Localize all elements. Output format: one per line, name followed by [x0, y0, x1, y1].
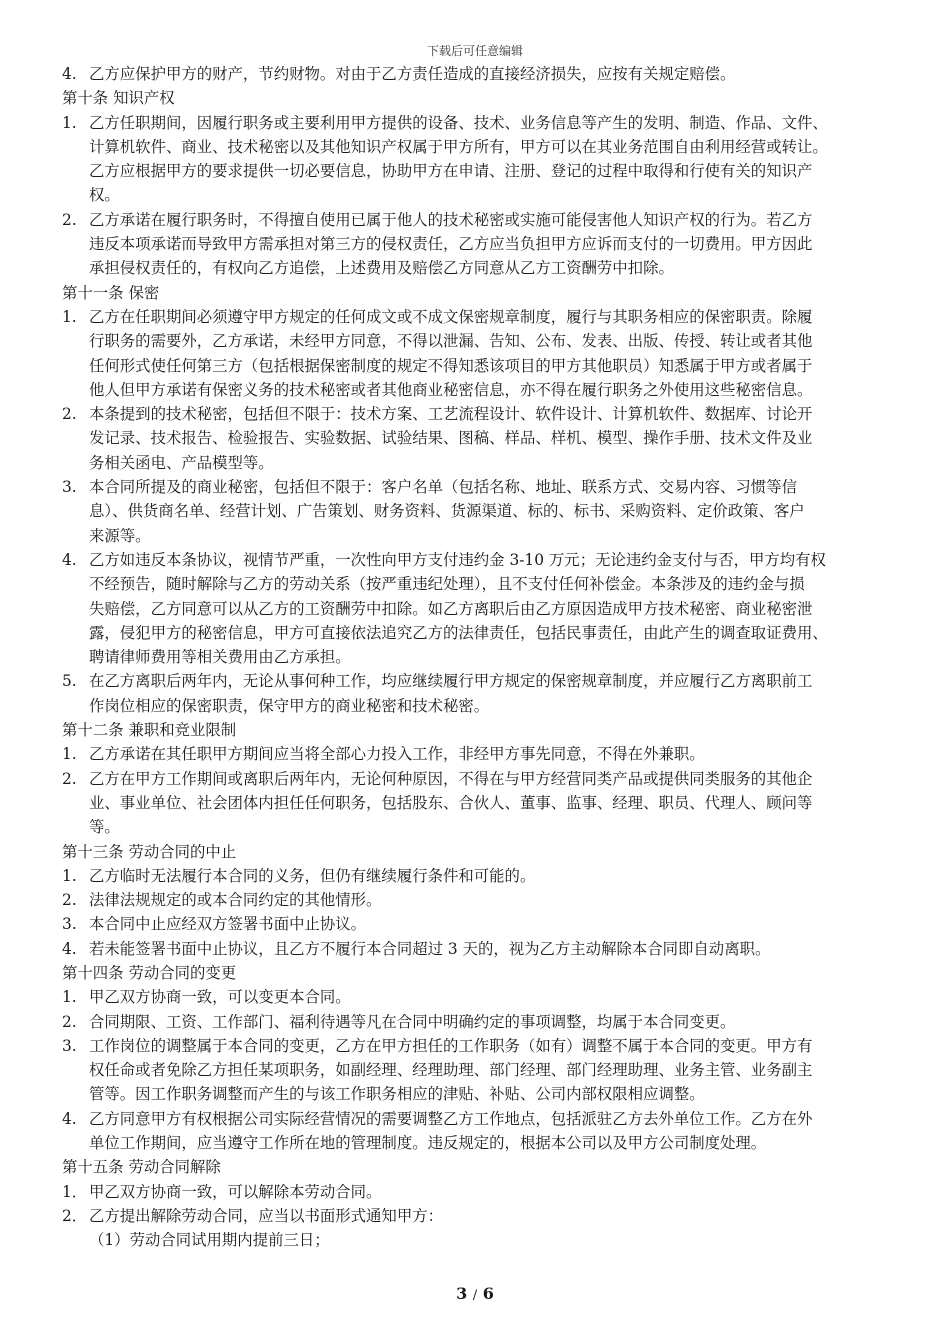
list-number: 4.: [62, 550, 77, 569]
section-heading: 第十条 知识产权: [62, 89, 175, 108]
list-item-continuation: 他人但甲方承诺有保密义务的技术秘密或者其他商业秘密信息，亦不得在履行职务之外使用这些秘密信息。: [89, 380, 813, 399]
list-item-continuation: 发记录、技术报告、检验报告、实验数据、试验结果、图稿、样品、样机、模型、操作手册、技术文件及业: [89, 429, 813, 448]
list-item-continuation: 行职务的需要外，乙方承诺，未经甲方同意，不得以泄漏、告知、公布、发表、出版、传授、转让或者其他: [89, 332, 813, 351]
total-pages: 6: [482, 1284, 494, 1303]
list-number: 4.: [62, 939, 77, 958]
sub-item: （1）劳动合同试用期内提前三日；: [89, 1231, 330, 1250]
list-item-text: 乙方同意甲方有权根据公司实际经营情况的需要调整乙方工作地点，包括派驻乙方去外单位工作。乙方在外: [89, 1109, 813, 1128]
list-number: 1.: [62, 988, 77, 1007]
section-heading: 第十四条 劳动合同的变更: [62, 963, 237, 982]
list-item-text: 乙方应保护甲方的财产，节约财物。对由于乙方责任造成的直接经济损失，应按有关规定赔偿。: [89, 65, 736, 83]
list-item-text: 乙方提出解除劳动合同，应当以书面形式通知甲方：: [89, 1206, 443, 1225]
list-item-continuation: 不经预告，随时解除与乙方的劳动关系（按严重违纪处理），且不支付任何补偿金。本条涉及的违约金与损: [89, 575, 805, 594]
list-item: [62, 937, 908, 961]
list-item: [62, 208, 908, 232]
list-item: [62, 1034, 908, 1058]
list-item: [62, 1180, 908, 1204]
list-item: [62, 1204, 908, 1228]
list-item: [62, 864, 908, 888]
list-item: [62, 1107, 908, 1131]
list-item: [62, 767, 908, 791]
list-number: 1.: [62, 745, 77, 764]
list-number: 1.: [62, 113, 77, 132]
list-item: [62, 548, 908, 572]
list-item-text: 法律法规规定的或本合同约定的其他情形。: [89, 891, 382, 910]
list-number: 2.: [62, 1012, 77, 1031]
list-number: 3.: [62, 915, 77, 934]
list-item-continuation: 露，侵犯甲方的秘密信息，甲方可直接依法追究乙方的法律责任，包括民事责任，由此产生的调查取证费用、: [89, 623, 828, 642]
list-item-text: 甲乙双方协商一致，可以解除本劳动合同。: [89, 1182, 382, 1201]
list-item-continuation: 管等。因工作职务调整而产生的与该工作职务相应的津贴、补贴、公司内部权限相应调整。: [89, 1085, 705, 1104]
list-item-continuation: 单位工作期间，应当遵守工作所在地的管理制度。违反规定的，根据本公司以及甲方公司制度处理。: [89, 1134, 767, 1153]
list-number: 4.: [62, 65, 77, 83]
list-item-continuation: 等。: [89, 818, 120, 837]
list-item-continuation: 计算机软件、商业、技术秘密以及其他知识产权属于甲方所有，甲方可以在其业务范围自由利用经营或转让。: [89, 137, 828, 156]
section-heading: 第十五条 劳动合同解除: [62, 1158, 221, 1177]
page-separator: /: [472, 1288, 478, 1303]
list-item-continuation: 聘请律师费用等相关费用由乙方承担。: [89, 648, 351, 667]
list-item-continuation: 务相关函电、产品模型等。: [89, 453, 274, 472]
list-item-continuation: 违反本项承诺而导致甲方需承担对第三方的侵权责任，乙方应当负担甲方应诉而支付的一切费用。甲方因此: [89, 235, 813, 254]
list-item-continuation: 权。: [89, 186, 120, 205]
list-number: 4.: [62, 1109, 77, 1128]
list-item-text: 乙方承诺在其任职甲方期间应当将全部心力投入工作，非经甲方事先同意，不得在外兼职。: [89, 745, 705, 764]
list-item-text: 工作岗位的调整属于本合同的变更，乙方在甲方担任的工作职务（如有）调整不属于本合同的变更。甲方有: [89, 1036, 813, 1055]
list-number: 5.: [62, 672, 77, 691]
list-item-continuation: 息）、供货商名单、经营计划、广告策划、财务资料、货源渠道、标的、标书、采购资料、定价政策、客户: [89, 502, 805, 521]
list-item: [62, 1010, 908, 1034]
list-item-continuation: 任何形式使任何第三方（包括根据保密制度的规定不得知悉该项目的甲方其他职员）知悉属于甲方或者属于: [89, 356, 813, 375]
list-item: [62, 62, 908, 86]
list-item-text: 乙方承诺在履行职务时，不得擅自使用已属于他人的技术秘密或实施可能侵害他人知识产权的行为。若乙方: [89, 210, 813, 229]
list-item: [62, 305, 908, 329]
list-number: 1．: [62, 1182, 88, 1201]
current-page: 3: [456, 1284, 468, 1303]
list-item-continuation: 权任命或者免除乙方担任某项职务，如副经理、经理助理、部门经理、部门经理助理、业务主管、业务副主: [89, 1061, 813, 1080]
list-item-text: 本合同中止应经双方签署书面中止协议。: [89, 915, 367, 934]
section-heading: 第十二条 兼职和竞业限制: [62, 721, 237, 740]
list-number: 2．: [62, 1206, 88, 1225]
list-item: [62, 985, 908, 1009]
document-body: [62, 62, 908, 1253]
list-number: 2.: [62, 405, 77, 424]
list-number: 2.: [62, 210, 77, 229]
list-number: 1.: [62, 866, 77, 885]
list-item-text: 乙方在甲方工作期间或离职后两年内，无论何种原因，不得在与甲方经营同类产品或提供同类服务的其他企: [89, 769, 813, 788]
section-heading: 第十三条 劳动合同的中止: [62, 842, 237, 861]
list-number: 1.: [62, 307, 77, 326]
list-number: 2.: [62, 891, 77, 910]
list-number: 3.: [62, 478, 77, 497]
list-item-continuation: 承担侵权责任的，有权向乙方追偿，上述费用及赔偿乙方同意从乙方工资酬劳中扣除。: [89, 259, 674, 278]
list-item-text: 在乙方离职后两年内，无论从事何种工作，均应继续履行甲方规定的保密规章制度，并应履行乙方离职前工: [89, 672, 813, 691]
section-heading: 第十一条 保密: [62, 283, 160, 302]
list-item-continuation: 乙方应根据甲方的要求提供一切必要信息，协助甲方在申请、注册、登记的过程中取得和行使有关的知识产: [89, 162, 813, 181]
page-number: [0, 1284, 950, 1303]
list-item-text: 本条提到的技术秘密，包括但不限于：技术方案、工艺流程设计、软件设计、计算机软件、数据库、讨论开: [89, 405, 813, 424]
list-item-text: 甲乙双方协商一致，可以变更本合同。: [89, 988, 351, 1007]
list-item-text: 若未能签署书面中止协议，且乙方不履行本合同超过 3 天的，视为乙方主动解除本合同即自动离职。: [89, 939, 771, 958]
list-item: [62, 402, 908, 426]
list-item-text: 乙方任职期间，因履行职务或主要利用甲方提供的设备、技术、业务信息等产生的发明、制造、作品、文件、: [89, 113, 828, 132]
list-item: [62, 669, 908, 693]
list-item: [62, 742, 908, 766]
list-item-text: 乙方临时无法履行本合同的义务，但仍有继续履行条件和可能的。: [89, 866, 536, 885]
list-item-continuation: 作岗位相应的保密职责，保守甲方的商业秘密和技术秘密。: [89, 696, 490, 715]
list-item-continuation: 来源等。: [89, 526, 151, 545]
list-number: 2.: [62, 769, 77, 788]
list-item: [62, 475, 908, 499]
list-item-continuation: 业、事业单位、社会团体内担任任何职务，包括股东、合伙人、董事、监事、经理、职员、代理人、顾问等: [89, 793, 813, 812]
list-item-continuation: 失赔偿，乙方同意可以从乙方的工资酬劳中扣除。如乙方离职后由乙方原因造成甲方技术秘密、商业秘密泄: [89, 599, 813, 618]
list-item-text: 合同期限、工资、工作部门、福利待遇等凡在合同中明确约定的事项调整，均属于本合同变更。: [89, 1012, 736, 1031]
page-header: 下载后可任意编辑: [426, 44, 523, 58]
list-item-text: 乙方如违反本条协议，视情节严重，一次性向甲方支付违约金 3-10 万元；无论违约金支付与否，甲方均有权: [89, 550, 826, 569]
list-item: [62, 888, 908, 912]
list-number: 3.: [62, 1036, 77, 1055]
list-item: [62, 111, 908, 135]
list-item-text: 乙方在任职期间必须遵守甲方规定的任何成文或不成文保密规章制度，履行与其职务相应的保密职责。除履: [89, 307, 813, 326]
list-item: [62, 912, 908, 936]
list-item-text: 本合同所提及的商业秘密，包括但不限于：客户名单（包括名称、地址、联系方式、交易内容、习惯等信: [89, 478, 797, 497]
